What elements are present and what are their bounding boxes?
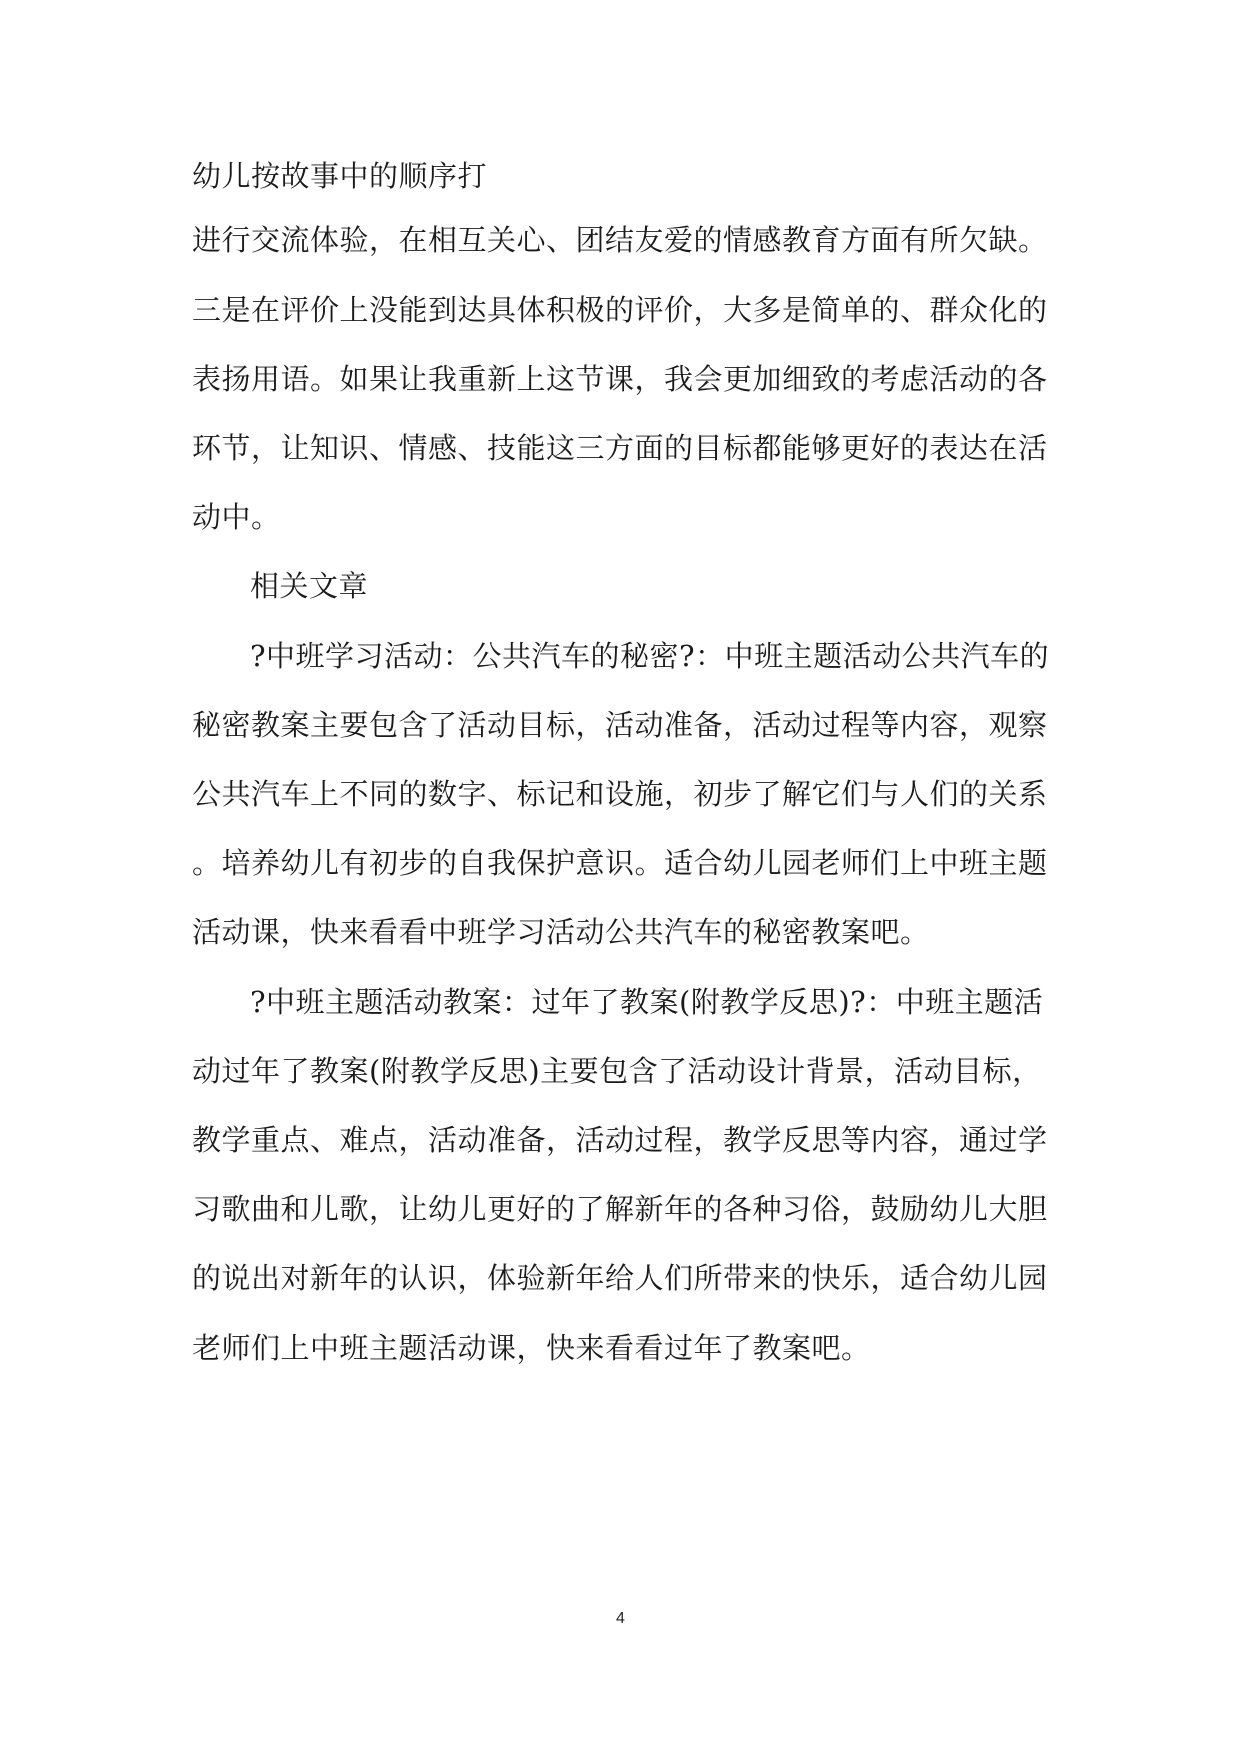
body-text-line: 进行交流体验，在相互关心、团结友爱的情感教育方面有所欠缺。	[192, 223, 1048, 257]
body-text-line: 动中。	[192, 500, 281, 534]
article-2-line: 的说出对新年的认识，体验新年给人们所带来的快乐，适合幼儿园	[192, 1261, 1048, 1295]
page-number: 4	[616, 1610, 625, 1627]
article-2-line: 教学重点、难点，活动准备，活动过程，教学反思等内容，通过学	[192, 1123, 1048, 1157]
related-articles-heading: 相关文章	[250, 569, 369, 603]
body-text-line: 幼儿按故事中的顺序打	[192, 159, 488, 193]
article-2-line: 动过年了教案(附教学反思)主要包含了活动设计背景，活动目标，	[192, 1054, 1042, 1088]
body-text-line: 环节，让知识、情感、技能这三方面的目标都能够更好的表达在活	[192, 431, 1048, 465]
article-1-line: 活动课，快来看看中班学习活动公共汽车的秘密教案吧。	[192, 915, 930, 949]
body-text-line: 表扬用语。如果让我重新上这节课，我会更加细致的考虑活动的各	[192, 362, 1048, 396]
article-1-line: 公共汽车上不同的数字、标记和设施，初步了解它们与人们的关系	[192, 777, 1048, 811]
article-2-line: 习歌曲和儿歌，让幼儿更好的了解新年的各种习俗，鼓励幼儿大胆	[192, 1192, 1048, 1226]
article-1-line: ?中班学习活动：公共汽车的秘密?：中班主题活动公共汽车的	[250, 639, 1050, 673]
article-1-line: 秘密教案主要包含了活动目标，活动准备，活动过程等内容，观察	[192, 708, 1048, 742]
article-1-line: 。培养幼儿有初步的自我保护意识。适合幼儿园老师们上中班主题	[192, 846, 1048, 880]
article-2-line: ?中班主题活动教案：过年了教案(附教学反思)?：中班主题活	[250, 985, 1044, 1019]
body-text-line: 三是在评价上没能到达具体积极的评价，大多是简单的、群众化的	[192, 293, 1048, 327]
article-2-line: 老师们上中班主题活动课，快来看看过年了教案吧。	[192, 1331, 871, 1365]
